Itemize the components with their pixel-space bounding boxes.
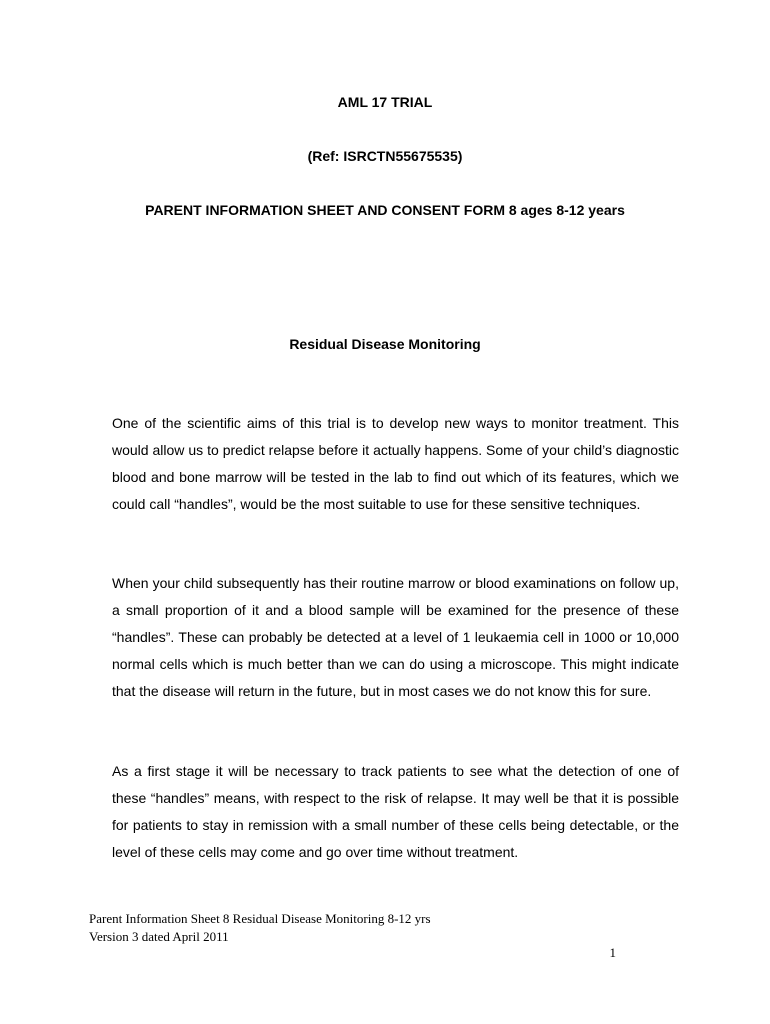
sheet-title: PARENT INFORMATION SHEET AND CONSENT FORM 8 ages 8-12 years bbox=[145, 202, 625, 218]
trial-title: AML 17 TRIAL bbox=[337, 94, 433, 110]
paragraph: One of the scientific aims of this trial is to develop new ways to monitor treatment. This would allow us to predict relapse before it actually happens. Some of your child’s diagnostic blood and bone marrow will be tested in the lab to find out which of its features, which we could call “handles”, would be the most suitable to use for these sensitive techniques. bbox=[112, 415, 679, 512]
paragraph: When your child subsequently has their routine marrow or blood examinations on follow up, a small proportion of it and a blood sample will be examined for the presence of these “handles”. These can probably be detected at a level of 1 leukaemia cell in 1000 or 10,000 normal cells which is much better than we can do using a microscope. This might indicate that the disease will return in the future, but in most cases we do not know this for sure. bbox=[112, 575, 679, 699]
section-heading: Residual Disease Monitoring bbox=[289, 336, 481, 352]
trial-reference: (Ref: ISRCTN55675535) bbox=[307, 148, 463, 164]
page-number: 1 bbox=[609, 945, 616, 960]
paragraph: As a first stage it will be necessary to track patients to see what the detection of one of these “handles” means, with respect to the risk of relapse. It may well be that it is possible for patients to stay in remission with a small number of these cells being detectable, or the level of these cells may come and go over time without treatment. bbox=[112, 763, 679, 860]
footer-version: Version 3 dated April 2011 bbox=[89, 929, 229, 944]
footer-document-title: Parent Information Sheet 8 Residual Disease Monitoring 8-12 yrs bbox=[89, 911, 431, 926]
